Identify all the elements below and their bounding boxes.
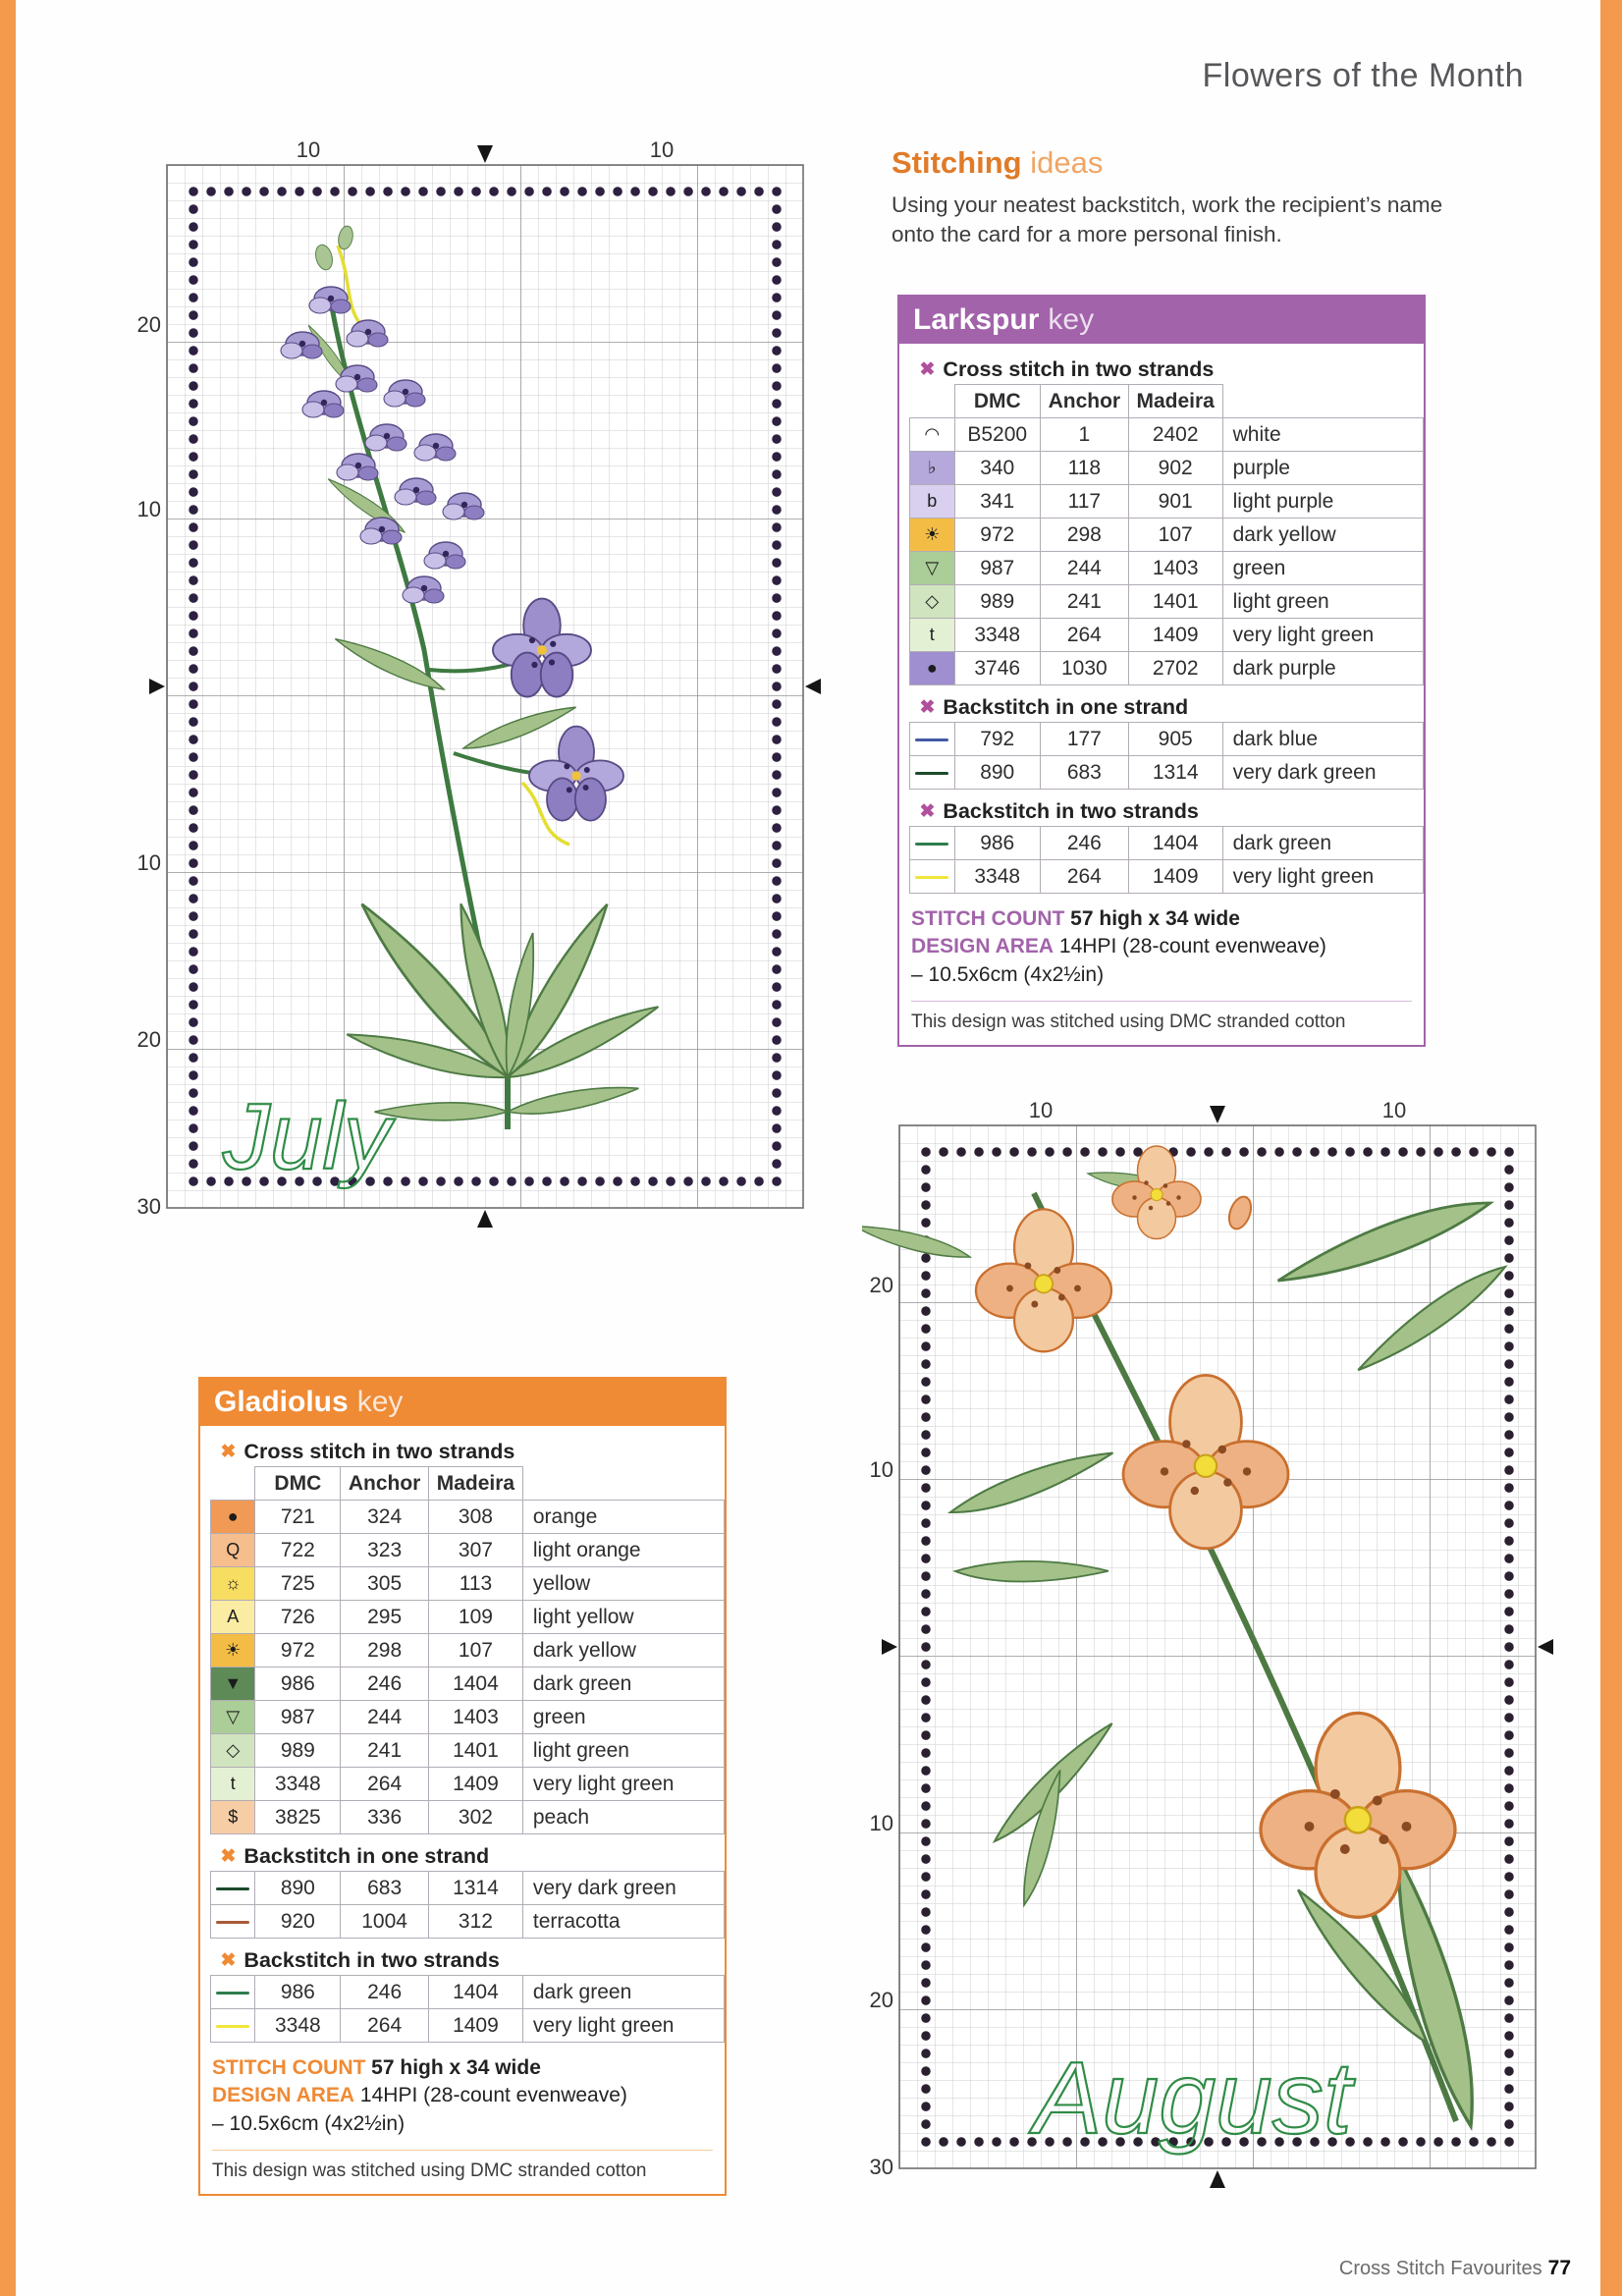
thread-name: green <box>522 1701 724 1734</box>
madeira-value: 1403 <box>429 1701 523 1734</box>
thread-name: very dark green <box>1222 756 1423 790</box>
dmc-value: 792 <box>954 723 1040 756</box>
design-area-value-2: – 10.5x6cm (4x2½in) <box>212 2111 406 2135</box>
dmc-value: 340 <box>954 452 1040 485</box>
svg-text:20: 20 <box>136 1027 161 1052</box>
thread-name: purple <box>1222 452 1423 485</box>
dmc-column-header: DMC <box>255 1467 341 1501</box>
stitch-symbol: ♭ <box>910 452 955 485</box>
key-title: Gladiolus <box>214 1386 349 1418</box>
backstitch-line <box>216 2025 249 2028</box>
dmc-value: 3825 <box>255 1801 341 1834</box>
backstitch-line <box>915 843 948 846</box>
anchor-value: 324 <box>341 1501 429 1534</box>
anchor-value: 246 <box>341 1667 429 1701</box>
svg-text:10: 10 <box>1028 1100 1054 1122</box>
table-row <box>910 418 1424 452</box>
stitching-title-light: ideas <box>1030 145 1104 180</box>
table-row <box>211 1634 725 1667</box>
thread-name: dark purple <box>1222 652 1423 685</box>
cross-stitch-section-header <box>211 1430 725 1466</box>
stitch-symbol: t <box>910 619 955 652</box>
svg-text:10: 10 <box>869 1811 893 1835</box>
anchor-value: 177 <box>1040 723 1128 756</box>
key-title-suffix: key <box>356 1386 404 1418</box>
backstitch-swatch <box>910 860 955 894</box>
svg-text:20: 20 <box>869 1273 893 1297</box>
svg-text:30: 30 <box>136 1194 161 1219</box>
dmc-value: 890 <box>255 1872 341 1905</box>
dmc-value: 890 <box>954 756 1040 790</box>
dmc-value: 989 <box>954 585 1040 619</box>
madeira-value: 901 <box>1128 485 1222 519</box>
anchor-value: 264 <box>341 2009 429 2043</box>
madeira-value: 902 <box>1128 452 1222 485</box>
page-footer <box>1339 2257 1571 2280</box>
key-footnote: This design was stitched using DMC stranded cotton <box>212 2150 713 2182</box>
footer-brand: Cross Stitch Favourites <box>1338 2258 1542 2279</box>
stitch-symbol: ● <box>211 1501 255 1534</box>
design-area-value: 14HPI (28-count evenweave) <box>359 2084 627 2107</box>
table-row <box>211 1667 725 1701</box>
right-edge-decoration <box>1600 0 1622 2296</box>
key-stats <box>212 2054 713 2138</box>
table-header-row <box>910 385 1424 418</box>
section-label: Backstitch in two strands <box>943 799 1199 823</box>
stitch-symbol: t <box>211 1768 255 1801</box>
design-area-value-2: – 10.5x6cm (4x2½in) <box>911 962 1105 986</box>
stitch-symbol: ◠ <box>910 418 955 452</box>
left-edge-decoration <box>0 0 16 2296</box>
madeira-value: 1409 <box>1128 860 1222 894</box>
cross-stitch-icon: ✖ <box>919 801 936 822</box>
backstitch-line <box>915 772 948 775</box>
anchor-value: 298 <box>1040 519 1128 552</box>
madeira-value: 113 <box>429 1567 523 1601</box>
svg-text:10: 10 <box>1381 1100 1407 1122</box>
anchor-value: 298 <box>341 1634 429 1667</box>
table-row <box>910 519 1424 552</box>
design-area-label: DESIGN AREA <box>212 2084 355 2107</box>
anchor-value: 1030 <box>1040 652 1128 685</box>
thread-name: orange <box>522 1501 724 1534</box>
stitch-count-label: STITCH COUNT <box>212 2056 366 2079</box>
dmc-value: 986 <box>255 1667 341 1701</box>
anchor-column-header: Anchor <box>1040 385 1128 418</box>
dmc-value: 972 <box>255 1634 341 1667</box>
svg-text:20: 20 <box>869 1988 893 2012</box>
stitch-symbol: ☀ <box>211 1634 255 1667</box>
thread-name: dark green <box>522 1976 724 2009</box>
madeira-value: 1314 <box>1128 756 1222 790</box>
table-row <box>211 1734 725 1768</box>
madeira-value: 1404 <box>429 1976 523 2009</box>
design-area-value: 14HPI (28-count evenweave) <box>1058 935 1326 958</box>
stitch-symbol: ▽ <box>910 552 955 585</box>
stitch-symbol: ▽ <box>211 1701 255 1734</box>
table-row <box>910 652 1424 685</box>
madeira-column-header: Madeira <box>1128 385 1222 418</box>
stitch-symbol: Q <box>211 1534 255 1567</box>
design-area-label: DESIGN AREA <box>911 935 1054 958</box>
anchor-value: 336 <box>341 1801 429 1834</box>
cross-stitch-icon: ✖ <box>220 1950 237 1971</box>
table-row <box>211 1801 725 1834</box>
anchor-value: 323 <box>341 1534 429 1567</box>
table-header-row <box>211 1467 725 1501</box>
thread-name: dark green <box>522 1667 724 1701</box>
gladiolus-thread-table <box>210 1430 725 2043</box>
page-title: Flowers of the Month <box>1202 57 1524 94</box>
anchor-value: 1 <box>1040 418 1128 452</box>
madeira-value: 1403 <box>1128 552 1222 585</box>
stitch-symbol: ☀ <box>910 519 955 552</box>
section-label: Backstitch in two strands <box>243 1948 500 1972</box>
anchor-value: 244 <box>341 1701 429 1734</box>
stitch-symbol: A <box>211 1601 255 1634</box>
backstitch-swatch <box>211 1976 255 2009</box>
dmc-value: 989 <box>255 1734 341 1768</box>
month-label-july: July <box>223 1084 391 1189</box>
anchor-value: 244 <box>1040 552 1128 585</box>
madeira-value: 1404 <box>1128 827 1222 860</box>
stitch-symbol: ◇ <box>211 1734 255 1768</box>
anchor-value: 264 <box>1040 860 1128 894</box>
stitch-symbol: ● <box>910 652 955 685</box>
thread-name: light yellow <box>522 1601 724 1634</box>
backstitch-line <box>216 1992 249 1995</box>
footer-page-number: 77 <box>1547 2257 1571 2279</box>
madeira-value: 2702 <box>1128 652 1222 685</box>
thread-name: white <box>1222 418 1423 452</box>
gladiolus-key-header <box>200 1379 725 1426</box>
madeira-value: 307 <box>429 1534 523 1567</box>
larkspur-thread-table <box>909 348 1424 894</box>
anchor-value: 118 <box>1040 452 1128 485</box>
svg-text:10: 10 <box>136 850 161 875</box>
madeira-column-header: Madeira <box>429 1467 523 1501</box>
table-row <box>211 1501 725 1534</box>
anchor-value: 264 <box>341 1768 429 1801</box>
stitch-count-label: STITCH COUNT <box>911 907 1065 930</box>
backstitch-line <box>216 1921 249 1924</box>
thread-name: dark yellow <box>1222 519 1423 552</box>
section-label: Cross stitch in two strands <box>943 357 1215 381</box>
stitching-ideas-body: Using your neatest backstitch, work the recipient’s name onto the card for a more personal finish. <box>892 192 1443 247</box>
key-title-suffix: key <box>1048 303 1095 336</box>
dmc-value: 3348 <box>255 2009 341 2043</box>
table-row <box>910 452 1424 485</box>
larkspur-key-header <box>899 297 1424 344</box>
svg-text:10: 10 <box>649 139 675 162</box>
thread-name: very light green <box>522 1768 724 1801</box>
madeira-value: 905 <box>1128 723 1222 756</box>
thread-name: light green <box>522 1734 724 1768</box>
backstitch-one-strand-header <box>211 1834 725 1871</box>
backstitch-swatch <box>211 1905 255 1939</box>
backstitch-swatch <box>211 1872 255 1905</box>
stitch-count-value: 57 high x 34 wide <box>1070 907 1240 930</box>
stitch-count-value: 57 high x 34 wide <box>371 2056 541 2079</box>
stitching-title-bold: Stitching <box>892 145 1022 180</box>
dmc-column-header: DMC <box>954 385 1040 418</box>
key-stats <box>911 905 1412 989</box>
thread-name: terracotta <box>522 1905 724 1939</box>
madeira-value: 308 <box>429 1501 523 1534</box>
dmc-value: 987 <box>954 552 1040 585</box>
dmc-value: 3348 <box>255 1768 341 1801</box>
madeira-value: 312 <box>429 1905 523 1939</box>
dmc-value: 920 <box>255 1905 341 1939</box>
thread-name: dark green <box>1222 827 1423 860</box>
table-row <box>910 619 1424 652</box>
thread-name: light orange <box>522 1534 724 1567</box>
dmc-value: 722 <box>255 1534 341 1567</box>
anchor-value: 683 <box>1040 756 1128 790</box>
table-row <box>910 860 1424 894</box>
anchor-value: 241 <box>1040 585 1128 619</box>
cross-stitch-icon: ✖ <box>220 1846 237 1867</box>
thread-name: very light green <box>1222 860 1423 894</box>
cross-stitch-section-header <box>910 348 1424 384</box>
table-row <box>211 1872 725 1905</box>
cross-stitch-icon: ✖ <box>220 1442 237 1462</box>
anchor-value: 117 <box>1040 485 1128 519</box>
key-footnote: This design was stitched using DMC stranded cotton <box>911 1001 1412 1033</box>
stitch-symbol: ☼ <box>211 1567 255 1601</box>
dmc-value: 726 <box>255 1601 341 1634</box>
gladiolus-key-panel <box>198 1377 727 2196</box>
svg-text:20: 20 <box>136 312 161 337</box>
anchor-value: 295 <box>341 1601 429 1634</box>
stitch-symbol: ◇ <box>910 585 955 619</box>
svg-text:10: 10 <box>136 497 161 521</box>
dmc-value: 3348 <box>954 860 1040 894</box>
dmc-value: B5200 <box>954 418 1040 452</box>
madeira-value: 107 <box>1128 519 1222 552</box>
section-label: Backstitch in one strand <box>243 1844 490 1868</box>
madeira-value: 109 <box>429 1601 523 1634</box>
svg-text:10: 10 <box>296 139 321 162</box>
table-row <box>211 1601 725 1634</box>
thread-name: very light green <box>1222 619 1423 652</box>
madeira-value: 2402 <box>1128 418 1222 452</box>
table-row <box>211 1905 725 1939</box>
table-row <box>211 2009 725 2043</box>
thread-name: very light green <box>522 2009 724 2043</box>
anchor-column-header: Anchor <box>341 1467 429 1501</box>
stitching-ideas-section <box>892 145 1456 250</box>
dmc-value: 986 <box>954 827 1040 860</box>
madeira-value: 302 <box>429 1801 523 1834</box>
anchor-value: 305 <box>341 1567 429 1601</box>
madeira-value: 1401 <box>1128 585 1222 619</box>
dmc-value: 3746 <box>954 652 1040 685</box>
backstitch-swatch <box>910 723 955 756</box>
section-label: Backstitch in one strand <box>943 695 1189 719</box>
backstitch-line <box>915 738 948 741</box>
anchor-value: 246 <box>341 1976 429 2009</box>
anchor-value: 1004 <box>341 1905 429 1939</box>
backstitch-swatch <box>910 756 955 790</box>
table-row <box>910 723 1424 756</box>
august-cross-stitch-chart <box>862 1100 1555 2202</box>
dmc-value: 341 <box>954 485 1040 519</box>
anchor-value: 683 <box>341 1872 429 1905</box>
dmc-value: 986 <box>255 1976 341 2009</box>
cross-stitch-icon: ✖ <box>919 359 936 380</box>
table-row <box>910 827 1424 860</box>
backstitch-swatch <box>910 827 955 860</box>
table-row <box>910 485 1424 519</box>
madeira-value: 1401 <box>429 1734 523 1768</box>
anchor-value: 264 <box>1040 619 1128 652</box>
madeira-value: 1409 <box>429 1768 523 1801</box>
svg-text:30: 30 <box>869 2155 893 2179</box>
table-row <box>910 585 1424 619</box>
thread-name: green <box>1222 552 1423 585</box>
stitching-ideas-title <box>892 145 1456 181</box>
backstitch-two-strands-header <box>910 790 1424 826</box>
anchor-value: 241 <box>341 1734 429 1768</box>
larkspur-key-panel <box>897 295 1426 1047</box>
thread-name: dark yellow <box>522 1634 724 1667</box>
backstitch-line <box>216 1887 249 1890</box>
key-title: Larkspur <box>913 303 1040 336</box>
svg-text:10: 10 <box>869 1457 893 1482</box>
thread-name: very dark green <box>522 1872 724 1905</box>
backstitch-two-strands-header <box>211 1939 725 1975</box>
thread-name: light green <box>1222 585 1423 619</box>
backstitch-swatch <box>211 2009 255 2043</box>
thread-name: peach <box>522 1801 724 1834</box>
thread-name: light purple <box>1222 485 1423 519</box>
madeira-value: 107 <box>429 1634 523 1667</box>
thread-name: dark blue <box>1222 723 1423 756</box>
section-label: Cross stitch in two strands <box>243 1440 515 1463</box>
dmc-value: 721 <box>255 1501 341 1534</box>
dmc-value: 3348 <box>954 619 1040 652</box>
stitch-symbol: $ <box>211 1801 255 1834</box>
cross-stitch-icon: ✖ <box>919 697 936 718</box>
thread-name: yellow <box>522 1567 724 1601</box>
table-row <box>211 1976 725 2009</box>
table-row <box>910 552 1424 585</box>
stitch-symbol: ▼ <box>211 1667 255 1701</box>
july-cross-stitch-chart <box>130 139 823 1241</box>
madeira-value: 1409 <box>429 2009 523 2043</box>
madeira-value: 1314 <box>429 1872 523 1905</box>
table-row <box>910 756 1424 790</box>
madeira-value: 1409 <box>1128 619 1222 652</box>
table-row <box>211 1567 725 1601</box>
dmc-value: 987 <box>255 1701 341 1734</box>
table-row <box>211 1768 725 1801</box>
stitch-symbol: b <box>910 485 955 519</box>
dmc-value: 725 <box>255 1567 341 1601</box>
backstitch-line <box>915 876 948 879</box>
table-row <box>211 1534 725 1567</box>
backstitch-one-strand-header <box>910 685 1424 722</box>
anchor-value: 246 <box>1040 827 1128 860</box>
month-label-august: August <box>1034 2042 1352 2156</box>
madeira-value: 1404 <box>429 1667 523 1701</box>
table-row <box>211 1701 725 1734</box>
dmc-value: 972 <box>954 519 1040 552</box>
